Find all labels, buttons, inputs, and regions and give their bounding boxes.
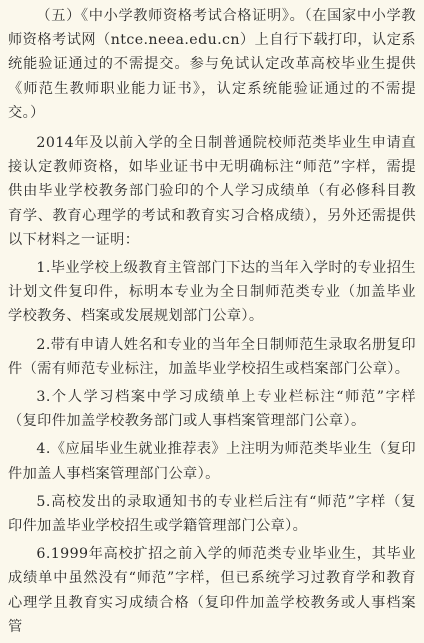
list-item-4: 4.《应届毕业生就业推荐表》上注明为师范类毕业生（复印件加盖人事档案管理部门公章）。 xyxy=(8,441,416,482)
list-item-5: 5.高校发出的录取通知书的专业栏后注有“师范”字样（复印件加盖毕业学校招生或学籍管理部门公章）。 xyxy=(8,493,416,535)
list-item-3: 3.个人学习档案中学习成绩单上专业栏标注“师范”字样（复印件加盖学校教务部门或人事档案管理部门公章）。 xyxy=(8,389,416,430)
list-item-6: 6.1999年高校扩招之前入学的师范类专业毕业生，其毕业成绩单中虽然没有“师范”字样，但已系统学习过教育学和教育心理学且教育实习成绩合格（复印件加盖学校教务或人事档案管 xyxy=(8,546,416,635)
list-item-1: 1.毕业学校上级教育主管部门下达的当年入学时的专业招生计划文件复印件，标明本专业为全日制师范类专业（加盖毕业学校教务、档案或发展规划部门公章）。 xyxy=(8,260,416,325)
intro-paragraph: 2014年及以前入学的全日制普通院校师范类毕业生申请直接认定教师资格，如毕业证书中无明确标注“师范”字样，需提供由毕业学校教务部门验印的个人学习成绩单（有必修科目教育学、教育心理学的考试和教育实习合格成绩），另外还需提供以下材料之一证明： xyxy=(8,135,416,248)
exam-certificate-note: （五）《中小学教师资格考试合格证明》。（在国家中小学教师资格考试网（ntce.neea.edu.cn）上自行下载打印，认定系统能验证通过的不需提交。参与免试认定改革高校毕业生提供《师范生教师职业能力证书》，认定系统能验证通过的不需提交。） xyxy=(8,8,416,121)
document-page xyxy=(8,4,416,643)
list-item-2: 2.带有申请人姓名和专业的当年全日制师范生录取名册复印件（需有师范专业标注，加盖毕业学校招生或档案部门公章）。 xyxy=(8,336,416,377)
